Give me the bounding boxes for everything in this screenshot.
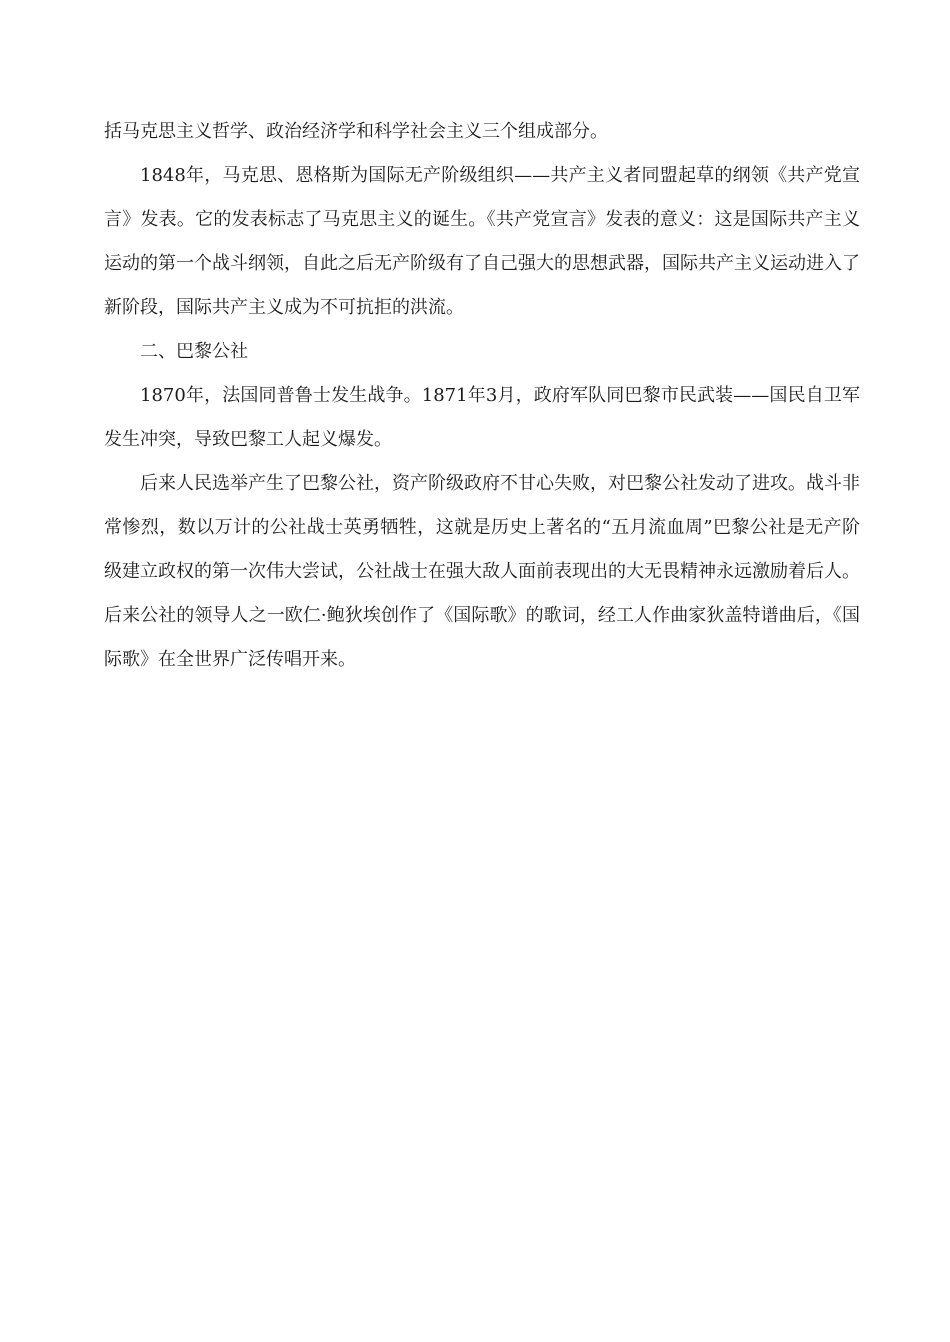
paragraph-continuation: 括马克思主义哲学、政治经济学和科学社会主义三个组成部分。 (104, 121, 608, 142)
document-body (104, 110, 860, 682)
paragraph-communist-manifesto: 1848年，马克思、恩格斯为国际无产阶级组织——共产主义者同盟起草的纲领《共产党宣言》发表。它的发表标志了马克思主义的诞生。《共产党宣言》发表的意义：这是国际共产主义运动的第一个战斗纲领，自此之后无产阶级有了自己强大的思想武器，国际共产主义运动进入了新阶段，国际共产主义成为不可抗拒的洪流。 (104, 165, 860, 318)
paragraph-paris-commune: 后来人民选举产生了巴黎公社，资产阶级政府不甘心失败，对巴黎公社发动了进攻。战斗非常惨烈，数以万计的公社战士英勇牺牲，这就是历史上著名的“五月流血周”巴黎公社是无产阶级建立政权的第一次伟大尝试，公社战士在强大敌人面前表现出的大无畏精神永远激励着后人。后来公社的领导人之一欧仁·鲍狄埃创作了《国际歌》的歌词，经工人作曲家狄盖特谱曲后，《国际歌》在全世界广泛传唱开来。 (104, 473, 860, 670)
paragraph-franco-prussian-war: 1870年，法国同普鲁士发生战争。1871年3月，政府军队同巴黎市民武装——国民自卫军发生冲突，导致巴黎工人起义爆发。 (104, 385, 860, 450)
section-heading-paris-commune: 二、巴黎公社 (140, 341, 248, 362)
